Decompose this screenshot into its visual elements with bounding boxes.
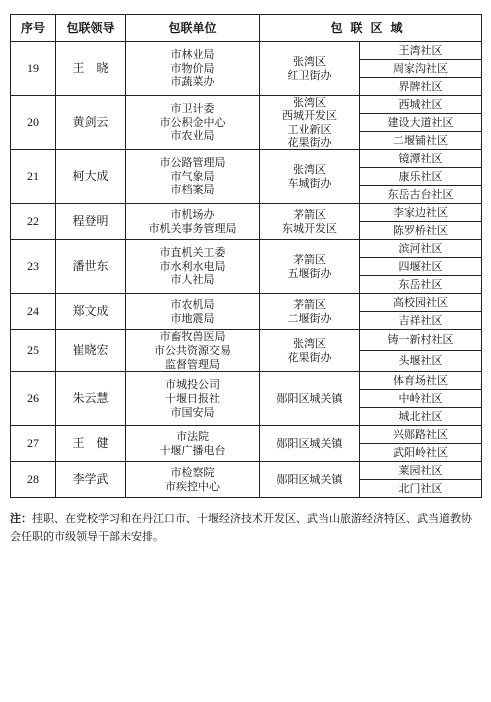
header-area: 包联区域 bbox=[260, 15, 482, 42]
row-seq: 19 bbox=[11, 42, 56, 96]
community-name: 城北社区 bbox=[360, 408, 482, 426]
row-leader: 柯大成 bbox=[56, 150, 126, 204]
row-units bbox=[126, 330, 260, 372]
unit-name: 市卫计委 bbox=[170, 101, 215, 115]
unit-name: 市法院 bbox=[176, 430, 209, 443]
row-district bbox=[260, 96, 360, 150]
community-name: 吉祥社区 bbox=[360, 312, 482, 330]
row-seq: 21 bbox=[11, 150, 56, 204]
district-name: 西城开发区 bbox=[282, 109, 337, 123]
district-name: 花果街办 bbox=[287, 135, 332, 149]
header-units: 包联单位 bbox=[126, 15, 260, 42]
unit-name: 市农业局 bbox=[170, 129, 215, 143]
community-name: 周家沟社区 bbox=[360, 60, 482, 78]
district-name: 工业新区 bbox=[287, 122, 332, 136]
community-name: 铸一新村社区 bbox=[360, 330, 482, 351]
table-row bbox=[11, 330, 482, 351]
community-name: 西城社区 bbox=[360, 96, 482, 114]
row-leader: 黄剑云 bbox=[56, 96, 126, 150]
header-seq: 序号 bbox=[11, 15, 56, 42]
district-name: 张湾区 bbox=[293, 55, 326, 69]
community-name: 建设大道社区 bbox=[360, 114, 482, 132]
unit-name: 市直机关工委 bbox=[159, 245, 226, 259]
community-name: 四堰社区 bbox=[360, 258, 482, 276]
table-row bbox=[11, 294, 482, 312]
row-seq: 25 bbox=[11, 330, 56, 372]
unit-name: 市地震局 bbox=[170, 311, 215, 325]
unit-name: 市机场办 bbox=[170, 207, 215, 221]
community-name: 东岳社区 bbox=[360, 276, 482, 294]
unit-name: 市城投公司 bbox=[165, 378, 220, 392]
district-name: 张湾区 bbox=[293, 96, 326, 110]
table-row bbox=[11, 240, 482, 258]
district-name: 茅箭区 bbox=[293, 298, 326, 312]
community-name: 镜潭社区 bbox=[360, 150, 482, 168]
footnote-text: 挂职、在党校学习和在丹江口市、十堰经济技术开发区、武当山旅游经济特区、武当道教协会任职的市级领导干部未安排。 bbox=[10, 512, 472, 543]
community-name: 兴郧路社区 bbox=[360, 426, 482, 444]
unit-name: 监督管理局 bbox=[165, 357, 220, 371]
community-name: 北门社区 bbox=[360, 480, 482, 498]
unit-name: 市公积金中心 bbox=[159, 115, 226, 129]
row-district bbox=[260, 240, 360, 294]
unit-name: 市机关事务管理局 bbox=[148, 221, 237, 235]
unit-name: 十堰日报社 bbox=[165, 391, 220, 405]
district-name: 东城开发区 bbox=[282, 221, 337, 235]
community-name: 康乐社区 bbox=[360, 168, 482, 186]
district-name: 红卫街办 bbox=[287, 68, 332, 82]
unit-name: 市畜牧兽医局 bbox=[159, 330, 226, 343]
district-name: 茅箭区 bbox=[293, 253, 326, 267]
row-units bbox=[126, 204, 260, 240]
row-seq: 22 bbox=[11, 204, 56, 240]
row-leader: 潘世东 bbox=[56, 240, 126, 294]
row-units bbox=[126, 426, 260, 462]
row-leader: 王 健 bbox=[56, 426, 126, 462]
district-name: 二堰街办 bbox=[287, 311, 332, 325]
table-row bbox=[11, 372, 482, 390]
row-units bbox=[126, 294, 260, 330]
community-name: 二堰铺社区 bbox=[360, 132, 482, 150]
row-leader: 程登明 bbox=[56, 204, 126, 240]
row-district bbox=[260, 42, 360, 96]
district-name: 郧阳区城关镇 bbox=[276, 437, 343, 451]
table-row bbox=[11, 426, 482, 444]
district-name: 郧阳区城关镇 bbox=[276, 392, 343, 406]
community-name: 王湾社区 bbox=[360, 42, 482, 60]
row-units bbox=[126, 462, 260, 498]
row-seq: 20 bbox=[11, 96, 56, 150]
community-name: 头堰社区 bbox=[360, 351, 482, 372]
row-district bbox=[260, 426, 360, 462]
row-district bbox=[260, 372, 360, 426]
row-district bbox=[260, 294, 360, 330]
row-leader: 朱云慧 bbox=[56, 372, 126, 426]
unit-name: 市林业局 bbox=[170, 47, 215, 61]
community-name: 莱园社区 bbox=[360, 462, 482, 480]
table-body bbox=[11, 42, 482, 498]
row-district bbox=[260, 330, 360, 372]
community-name: 滨河社区 bbox=[360, 240, 482, 258]
row-seq: 26 bbox=[11, 372, 56, 426]
district-name: 五堰街办 bbox=[287, 266, 332, 280]
table-row bbox=[11, 96, 482, 114]
document-page bbox=[10, 14, 481, 545]
row-units bbox=[126, 42, 260, 96]
community-name: 中岭社区 bbox=[360, 390, 482, 408]
unit-name: 市水利水电局 bbox=[159, 259, 226, 273]
district-name: 花果街办 bbox=[287, 350, 332, 364]
row-seq: 23 bbox=[11, 240, 56, 294]
unit-name: 市档案局 bbox=[170, 183, 215, 197]
unit-name: 市人社局 bbox=[170, 273, 215, 287]
row-district bbox=[260, 204, 360, 240]
assignment-table bbox=[10, 14, 482, 498]
row-leader: 李学武 bbox=[56, 462, 126, 498]
row-seq: 28 bbox=[11, 462, 56, 498]
table-row bbox=[11, 150, 482, 168]
community-name: 武阳岭社区 bbox=[360, 444, 482, 462]
community-name: 高校园社区 bbox=[360, 294, 482, 312]
header-leader: 包联领导 bbox=[56, 15, 126, 42]
row-leader: 王 晓 bbox=[56, 42, 126, 96]
footnote bbox=[10, 510, 481, 545]
row-seq: 24 bbox=[11, 294, 56, 330]
row-units bbox=[126, 96, 260, 150]
unit-name: 市检察院 bbox=[170, 466, 215, 479]
unit-name: 十堰广播电台 bbox=[159, 443, 226, 457]
row-district bbox=[260, 150, 360, 204]
unit-name: 市物价局 bbox=[170, 61, 215, 75]
row-seq: 27 bbox=[11, 426, 56, 462]
district-name: 郧阳区城关镇 bbox=[276, 473, 343, 487]
community-name: 东岳古台社区 bbox=[360, 186, 482, 204]
footnote-label: 注： bbox=[10, 512, 32, 526]
row-units bbox=[126, 372, 260, 426]
district-name: 张湾区 bbox=[293, 163, 326, 177]
community-name: 陈罗桥社区 bbox=[360, 222, 482, 240]
community-name: 李家边社区 bbox=[360, 204, 482, 222]
unit-name: 市气象局 bbox=[170, 169, 215, 183]
community-name: 界牌社区 bbox=[360, 78, 482, 96]
row-units bbox=[126, 240, 260, 294]
unit-name: 市国安局 bbox=[170, 405, 215, 419]
table-header-row bbox=[11, 15, 482, 42]
district-name: 张湾区 bbox=[293, 337, 326, 351]
district-name: 车城街办 bbox=[287, 176, 332, 190]
row-units bbox=[126, 150, 260, 204]
table-row bbox=[11, 42, 482, 60]
table-row bbox=[11, 462, 482, 480]
row-leader: 郑文成 bbox=[56, 294, 126, 330]
unit-name: 市农机局 bbox=[170, 297, 215, 311]
unit-name: 市疾控中心 bbox=[165, 479, 220, 493]
community-name: 体育场社区 bbox=[360, 372, 482, 390]
district-name: 茅箭区 bbox=[293, 208, 326, 222]
unit-name: 市公共资源交易 bbox=[154, 343, 231, 357]
unit-name: 市公路管理局 bbox=[159, 155, 226, 169]
row-leader: 崔晓宏 bbox=[56, 330, 126, 372]
table-row bbox=[11, 204, 482, 222]
row-district bbox=[260, 462, 360, 498]
unit-name: 市蔬菜办 bbox=[170, 75, 215, 89]
